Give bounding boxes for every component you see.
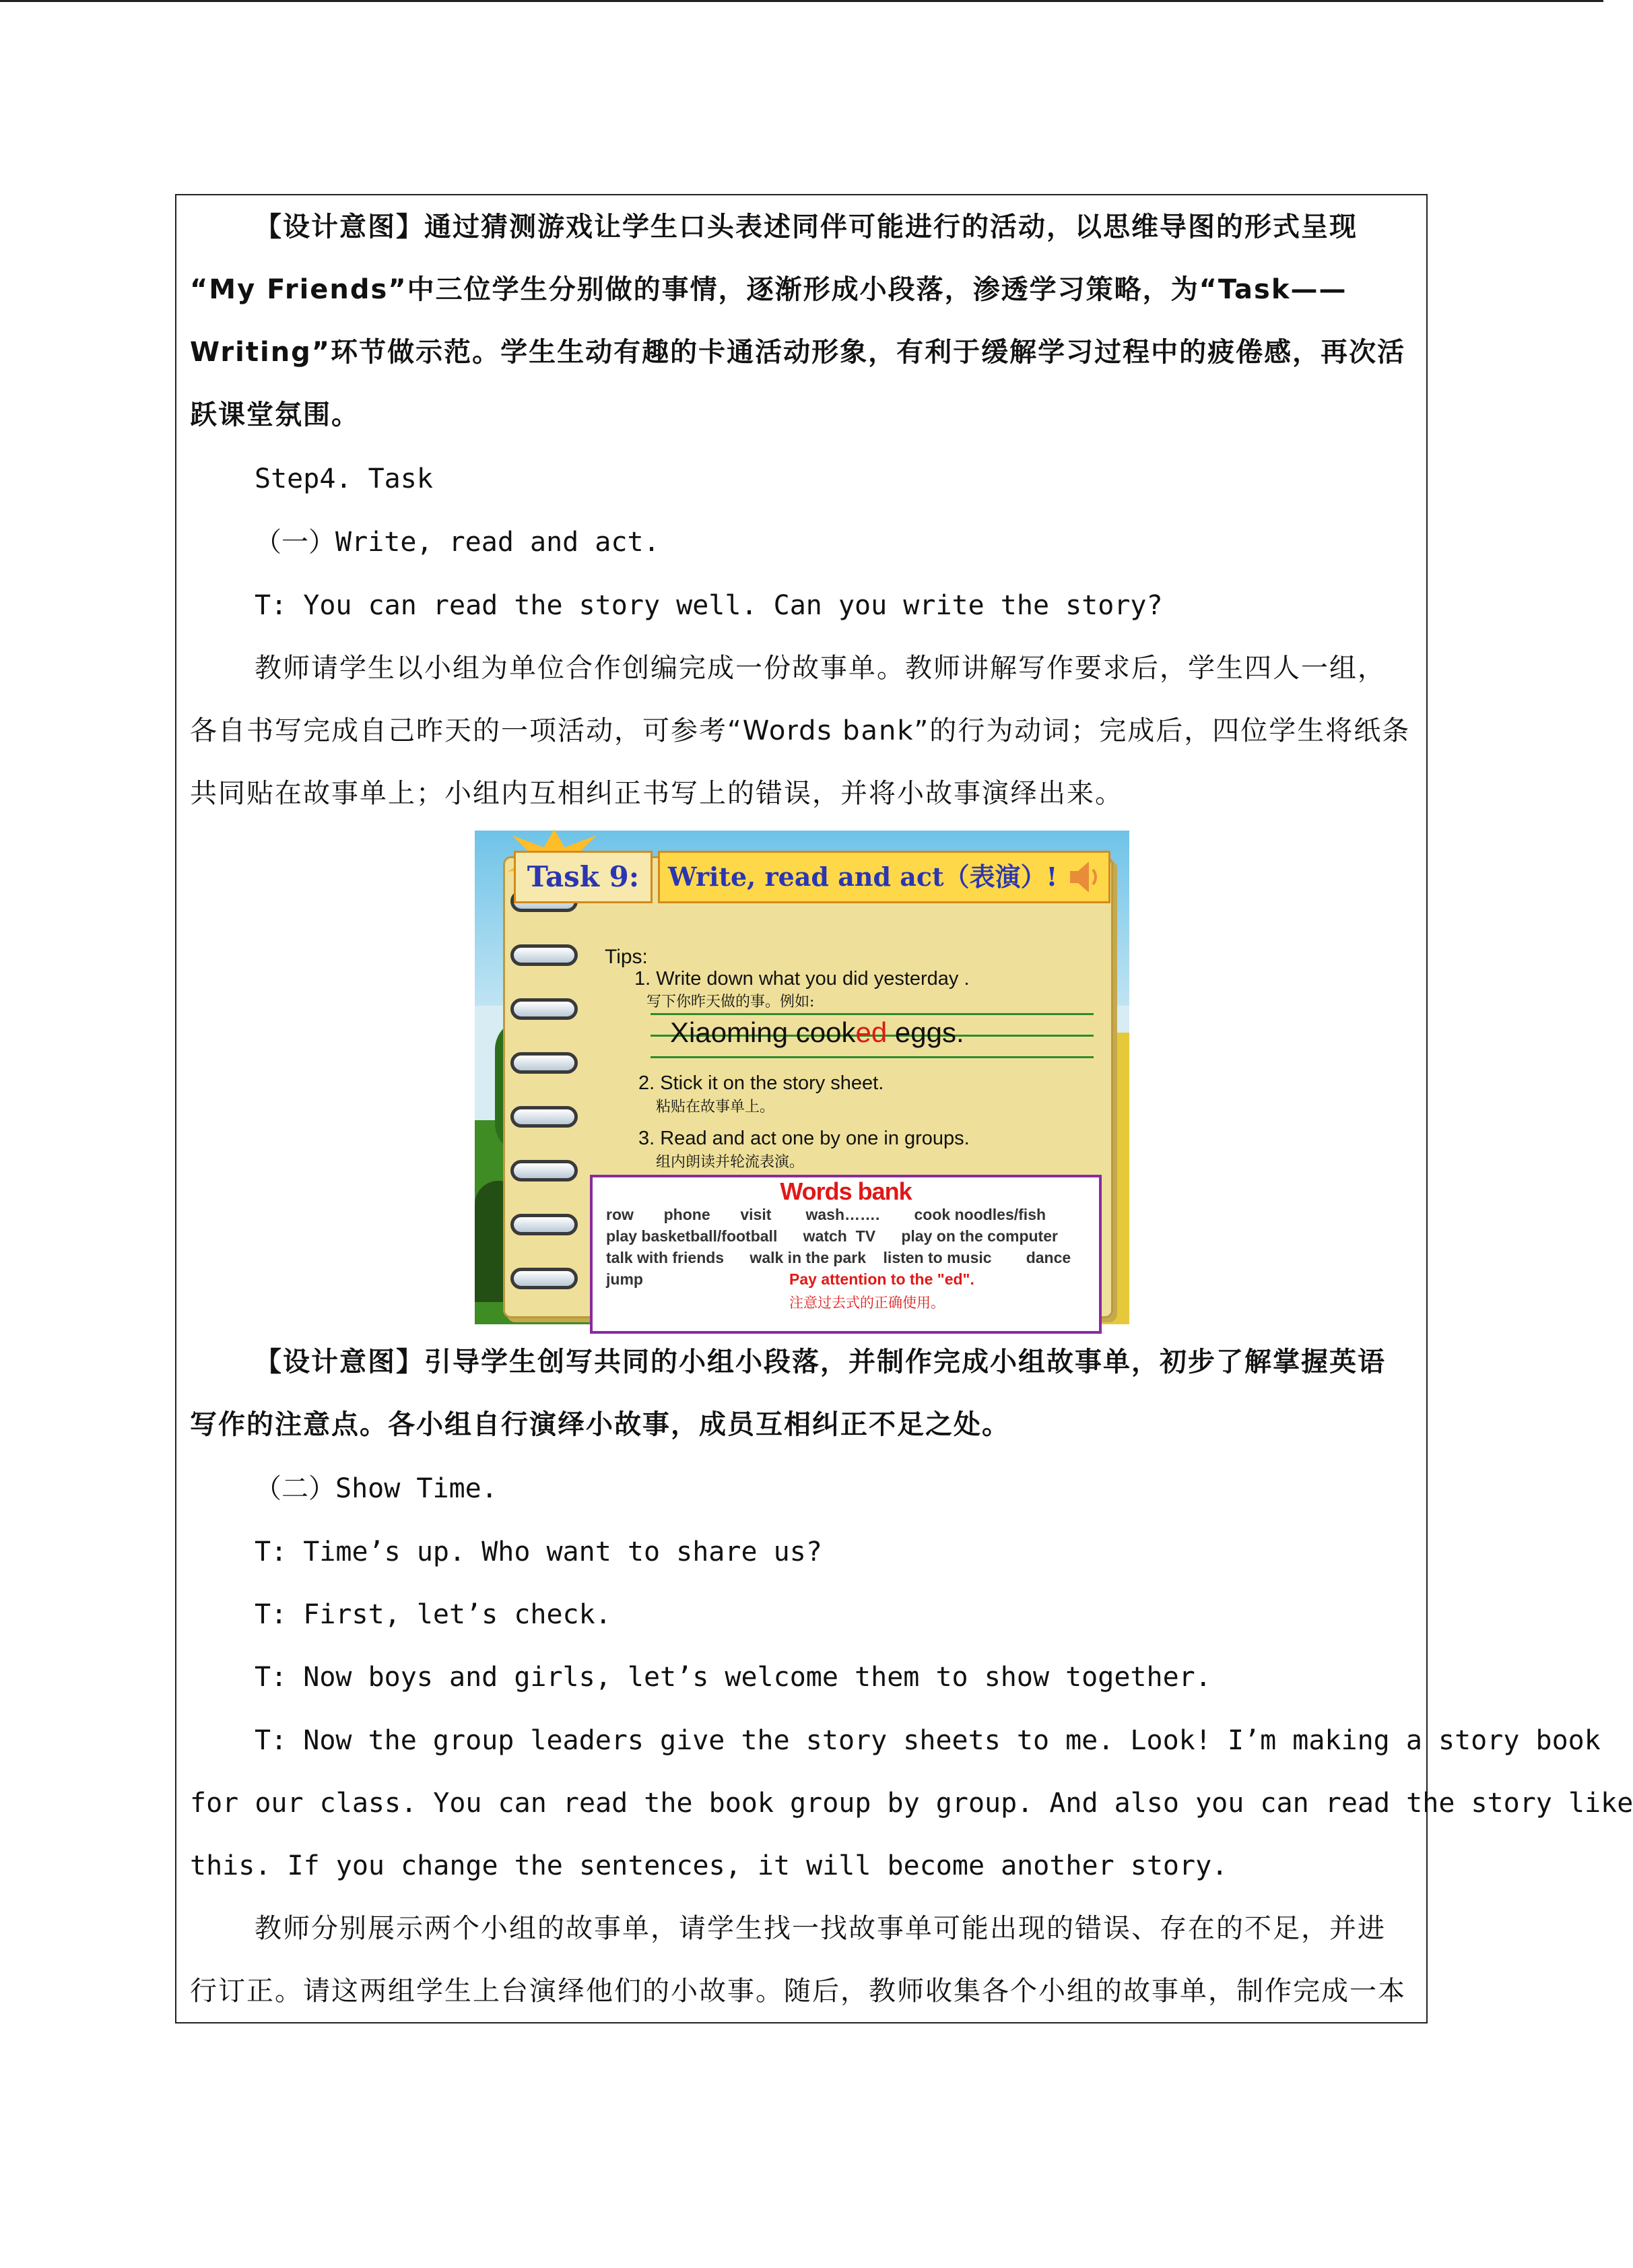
attention-note-chinese: 注意过去式的正确使用。 (789, 1295, 945, 1311)
teacher-line-welcome: T: Now boys and girls, let’s welcome them to show together. (255, 1662, 1211, 1693)
example-ed-suffix: ed (855, 1016, 888, 1048)
tip-1: 1. Write down what you did yesterday . (634, 968, 970, 990)
teacher-summary-line-1: 教师分别展示两个小组的故事单，请学生找一找故事单可能出现的错误、存在的不足，并进 (255, 1913, 1386, 1944)
design-intent-2-line-1: 【设计意图】引导学生创写共同的小组小段落，并制作完成小组故事单，初步了解掌握英语 (255, 1347, 1386, 1378)
tip-2: 2. Stick it on the story sheet. (638, 1072, 884, 1094)
words-bank-box (590, 1175, 1102, 1334)
design-intent-1-line-3: Writing”环节做示范。学生生动有趣的卡通活动形象，有利于缓解学习过程中的疲倦感，再次活 (190, 337, 1406, 368)
example-sentence (670, 1016, 964, 1049)
words-bank-row: row phone visit wash……. cook noodles/fish (606, 1206, 1046, 1223)
notebook-ring (510, 1106, 578, 1128)
notebook-ring (510, 1268, 578, 1289)
words-bank-row: jump (606, 1270, 643, 1288)
task-slide-image (475, 831, 1129, 1324)
notebook-ring (510, 944, 578, 966)
notebook-ring (510, 1160, 578, 1181)
ruled-line (651, 1056, 1094, 1058)
tip-3-chinese: 组内朗读并轮流表演。 (656, 1154, 805, 1171)
design-intent-2-line-2: 写作的注意点。各小组自行演绎小故事，成员互相纠正不足之处。 (190, 1409, 1010, 1440)
example-text: Xiaoming cook (670, 1016, 856, 1048)
tip-3: 3. Read and act one by one in groups. (638, 1128, 970, 1149)
example-text: eggs. (887, 1016, 964, 1048)
teacher-line-story-book-1: T: Now the group leaders give the story sheets to me. Look! I’m making a story book (255, 1725, 1601, 1756)
teacher-summary-line-2: 行订正。请这两组学生上台演绎他们的小故事。随后，教师收集各个小组的故事单，制作完成一本 (190, 1976, 1406, 2007)
teacher-instruction-line-3: 共同贴在故事单上；小组内互相纠正书写上的错误，并将小故事演绎出来。 (190, 778, 1123, 809)
subsection-write-read-act: （一）Write, read and act. (255, 527, 660, 558)
step4-heading: Step4. Task (255, 463, 433, 494)
design-intent-1-line-2: “My Friends”中三位学生分别做的事情，逐渐形成小段落，渗透学习策略，为“Task—— (190, 274, 1347, 305)
notebook-ring (510, 998, 578, 1020)
teacher-line-write: T: You can read the story well. Can you write the story? (255, 590, 1163, 621)
task-title-banner: Write, read and act（表演）! (658, 851, 1110, 903)
teacher-line-story-book-2: for our class. You can read the book group by group. And also you can read the story like (190, 1788, 1633, 1819)
page-top-rule (0, 0, 1603, 2)
slide-notebook (503, 856, 1113, 1318)
tip-2-chinese: 粘贴在故事单上。 (656, 1099, 775, 1115)
teacher-line-times-up: T: Time’s up. Who want to share us? (255, 1536, 822, 1567)
tips-label: Tips: (605, 946, 648, 968)
design-intent-1-line-1: 【设计意图】通过猜测游戏让学生口头表述同伴可能进行的活动，以思维导图的形式呈现 (255, 212, 1358, 242)
words-bank-title: Words bank (780, 1177, 912, 1205)
subsection-show-time: （二）Show Time. (255, 1473, 498, 1504)
notebook-ring (510, 1052, 578, 1074)
design-intent-1-line-4: 跃课堂氛围。 (190, 399, 360, 430)
ruled-line (651, 1013, 1094, 1015)
words-bank-row: play basketball/football watch TV play on the computer (606, 1227, 1058, 1245)
notebook-ring (510, 1214, 578, 1235)
task-number-tag: Task 9: (514, 851, 653, 903)
tip-1-chinese: 写下你昨天做的事。例如: (646, 994, 815, 1010)
teacher-instruction-line-2: 各自书写完成自己昨天的一项活动，可参考“Words bank”的行为动词；完成后，四位学生将纸条 (190, 715, 1411, 746)
teacher-line-story-book-3: this. If you change the sentences, it will become another story. (190, 1850, 1228, 1881)
teacher-line-check: T: First, let’s check. (255, 1599, 611, 1630)
teacher-instruction-line-1: 教师请学生以小组为单位合作创编完成一份故事单。教师讲解写作要求后，学生四人一组， (255, 653, 1386, 684)
attention-note: Pay attention to the "ed". (789, 1270, 974, 1288)
words-bank-row: talk with friends walk in the park listen to music dance (606, 1249, 1071, 1266)
speaker-icon (1067, 859, 1102, 895)
